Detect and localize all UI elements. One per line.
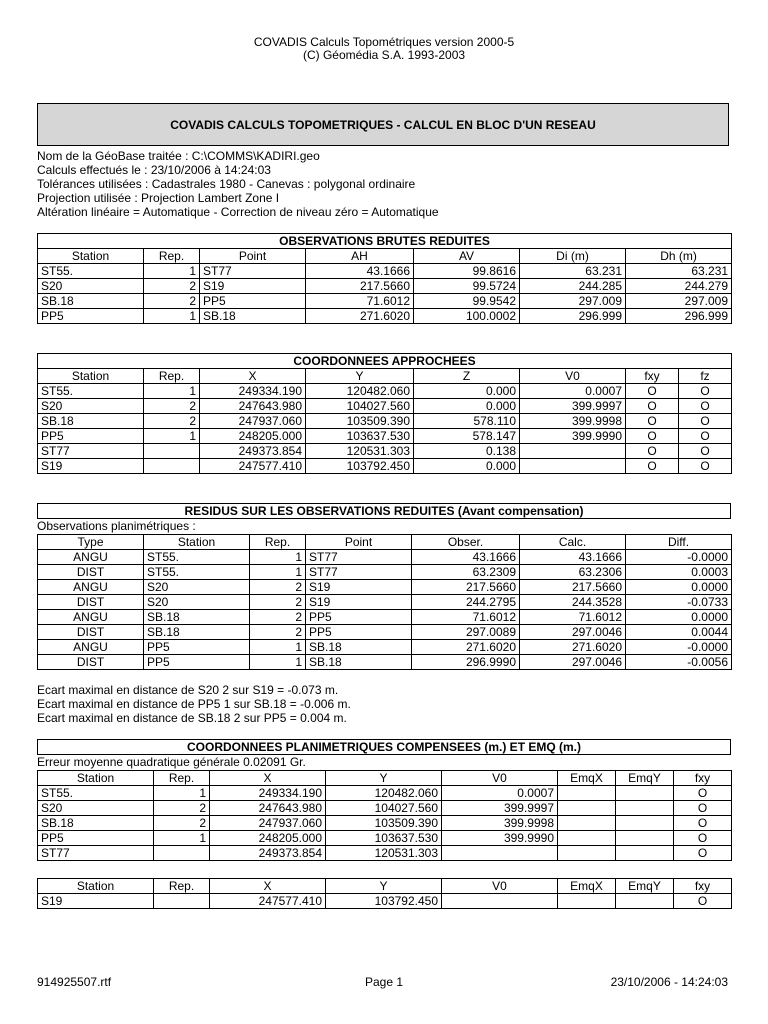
info-line-projection: Projection utilisée : Projection Lambert Zone I	[37, 191, 280, 205]
table-cell: S19	[38, 459, 144, 474]
table-cell: 43.1666	[520, 550, 626, 565]
col-header: AV	[414, 249, 520, 264]
table-cell	[616, 816, 674, 831]
table-cell: 71.6012	[412, 610, 520, 625]
table-cell: 103509.390	[306, 414, 414, 429]
table-row	[38, 550, 732, 565]
table-cell: O	[674, 801, 732, 816]
table-cell: 244.2795	[412, 595, 520, 610]
col-header: Dh (m)	[626, 249, 732, 264]
table-cell: 297.0046	[520, 625, 626, 640]
table-row	[38, 444, 732, 459]
residus-table-header	[38, 535, 732, 550]
table-cell: 1	[154, 786, 210, 801]
table-cell	[154, 846, 210, 861]
table-cell: O	[679, 399, 732, 414]
col-header: Point	[306, 535, 412, 550]
table-cell: 578.147	[414, 429, 520, 444]
col-header: Point	[200, 249, 306, 264]
table-cell	[520, 444, 626, 459]
col-header: Diff.	[626, 535, 732, 550]
table-row	[38, 429, 732, 444]
table-cell: SB.18	[144, 610, 250, 625]
second-table-body	[38, 894, 732, 909]
coords-table-header	[38, 369, 732, 384]
table-cell: 99.8616	[414, 264, 520, 279]
table-cell: 0.0000	[626, 610, 732, 625]
table-row	[38, 399, 732, 414]
table-cell: ST55.	[38, 264, 144, 279]
table-cell: PP5	[200, 294, 306, 309]
table-cell: 99.5724	[414, 279, 520, 294]
table-row	[38, 786, 732, 801]
table-cell: 297.009	[520, 294, 626, 309]
compensees-table-title: COORDONNEES PLANIMETRIQUES COMPENSEES (m.) ET EMQ (m.)	[38, 740, 731, 755]
table-cell: PP5	[144, 655, 250, 670]
table-cell: O	[674, 846, 732, 861]
table-cell: ST77	[38, 846, 154, 861]
table-row	[38, 655, 732, 670]
second-table-header	[38, 879, 732, 894]
residus-title-table	[37, 503, 731, 519]
table-row	[38, 831, 732, 846]
table-cell: DIST	[38, 595, 144, 610]
table-cell: 1	[250, 565, 306, 580]
table-cell: 2	[154, 801, 210, 816]
table-cell	[558, 831, 616, 846]
table-cell: 217.5660	[520, 580, 626, 595]
table-cell: 297.0046	[520, 655, 626, 670]
table-cell: O	[674, 816, 732, 831]
table-cell: 399.9998	[442, 816, 558, 831]
table-cell: 103509.390	[326, 816, 442, 831]
table-cell: 104027.560	[326, 801, 442, 816]
table-cell	[144, 459, 200, 474]
table-cell: ST55.	[144, 565, 250, 580]
table-cell: 0.0044	[626, 625, 732, 640]
col-header: fz	[679, 369, 732, 384]
table-cell: 399.9998	[520, 414, 626, 429]
table-cell: 244.285	[520, 279, 626, 294]
coords-table-title: COORDONNEES APPROCHEES	[38, 354, 732, 369]
table-cell: O	[626, 384, 679, 399]
col-header: X	[200, 369, 306, 384]
col-header: Rep.	[154, 771, 210, 786]
calc-info-block	[37, 149, 439, 219]
table-cell: ANGU	[38, 550, 144, 565]
col-header: Di (m)	[520, 249, 626, 264]
table-cell: 297.0089	[412, 625, 520, 640]
table-cell: 2	[144, 414, 200, 429]
table-cell: DIST	[38, 655, 144, 670]
table-cell: ST77	[38, 444, 144, 459]
table-cell: 71.6012	[306, 294, 414, 309]
doc-header-copyright: (C) Géomédia S.A. 1993-2003	[302, 48, 466, 62]
doc-header-title: COVADIS Calculs Topométriques version 2000-5	[253, 35, 515, 49]
table-cell: 244.3528	[520, 595, 626, 610]
table-row	[38, 846, 732, 861]
table-cell: 0.0007	[442, 786, 558, 801]
col-header: fxy	[674, 771, 732, 786]
table-cell: PP5	[38, 309, 144, 324]
table-cell: 120482.060	[306, 384, 414, 399]
table-cell: 399.9990	[442, 831, 558, 846]
col-header: EmqX	[558, 879, 616, 894]
table-cell: 296.9990	[412, 655, 520, 670]
table-cell: ST77	[306, 565, 412, 580]
table-cell: 0.138	[414, 444, 520, 459]
table-cell: O	[674, 786, 732, 801]
ecart-line: Ecart maximal en distance de S20 2 sur S19 = -0.073 m.	[37, 683, 339, 697]
table-cell: O	[679, 384, 732, 399]
table-cell: ANGU	[38, 610, 144, 625]
table-cell: 244.279	[626, 279, 732, 294]
table-cell: 0.000	[414, 399, 520, 414]
table-cell: 1	[144, 429, 200, 444]
table-cell: 271.6020	[520, 640, 626, 655]
compensees-table-body	[38, 786, 732, 861]
compensees-title-table	[37, 739, 731, 755]
table-cell: 247937.060	[200, 414, 306, 429]
col-header: Station	[38, 249, 144, 264]
table-cell: 0.000	[414, 459, 520, 474]
residus-table-body	[38, 550, 732, 670]
table-row	[38, 309, 732, 324]
table-cell: 1	[144, 309, 200, 324]
table-cell: 217.5660	[412, 580, 520, 595]
table-cell: 248205.000	[200, 429, 306, 444]
table-cell: 120531.303	[326, 846, 442, 861]
table-cell: 0.0000	[626, 580, 732, 595]
table-cell: 249334.190	[200, 384, 306, 399]
residus-table	[37, 534, 732, 670]
col-header: fxy	[626, 369, 679, 384]
table-cell: -0.0000	[626, 550, 732, 565]
table-cell: 2	[250, 595, 306, 610]
table-row	[38, 580, 732, 595]
table-cell: ST77	[306, 550, 412, 565]
table-cell: 297.009	[626, 294, 732, 309]
table-cell: PP5	[306, 610, 412, 625]
col-header: Y	[306, 369, 414, 384]
table-cell: S19	[200, 279, 306, 294]
table-cell	[442, 894, 558, 909]
table-cell: 399.9997	[520, 399, 626, 414]
table-cell: 247937.060	[210, 816, 326, 831]
table-cell: 2	[144, 294, 200, 309]
table-cell: 103637.530	[326, 831, 442, 846]
table-cell: 271.6020	[306, 309, 414, 324]
table-cell: 2	[250, 610, 306, 625]
table-cell	[616, 831, 674, 846]
table-cell: O	[679, 429, 732, 444]
info-line-alteration: Altération linéaire = Automatique - Correction de niveau zéro = Automatique	[37, 205, 439, 219]
table-cell: 2	[144, 399, 200, 414]
table-cell: ST55.	[38, 384, 144, 399]
coords-table-body	[38, 384, 732, 474]
table-cell: 1	[250, 550, 306, 565]
table-cell: ST77	[200, 264, 306, 279]
compensees-subtitle: Erreur moyenne quadratique générale 0.02091 Gr.	[37, 755, 306, 769]
table-cell: SB.18	[144, 625, 250, 640]
table-cell	[558, 846, 616, 861]
table-cell: 104027.560	[306, 399, 414, 414]
table-cell: S20	[38, 399, 144, 414]
table-cell: 249373.854	[210, 846, 326, 861]
table-cell: 296.999	[626, 309, 732, 324]
info-line-date: Calculs effectués le : 23/10/2006 à 14:24:03	[37, 163, 271, 177]
ecarts-block	[37, 683, 351, 725]
table-cell: 0.0003	[626, 565, 732, 580]
table-cell: O	[674, 894, 732, 909]
col-header: Station	[38, 369, 144, 384]
table-cell: 249373.854	[200, 444, 306, 459]
col-header: Station	[38, 771, 154, 786]
table-cell: PP5	[144, 640, 250, 655]
obs-table-title: OBSERVATIONS BRUTES REDUITES	[38, 234, 732, 249]
table-row	[38, 279, 732, 294]
table-cell: 0.000	[414, 384, 520, 399]
table-cell: 248205.000	[210, 831, 326, 846]
table-cell: 43.1666	[306, 264, 414, 279]
table-cell: S20	[144, 595, 250, 610]
table-row	[38, 610, 732, 625]
table-cell: 247643.980	[200, 399, 306, 414]
col-header: X	[210, 771, 326, 786]
table-cell: 120531.303	[306, 444, 414, 459]
col-header: Station	[38, 879, 154, 894]
table-cell: O	[626, 444, 679, 459]
table-cell: SB.18	[200, 309, 306, 324]
table-cell: 217.5660	[306, 279, 414, 294]
col-header: V0	[442, 771, 558, 786]
table-cell: DIST	[38, 565, 144, 580]
table-cell: 296.999	[520, 309, 626, 324]
footer-page-number: Page 1	[364, 975, 404, 989]
residus-subtitle: Observations planimétriques :	[37, 519, 196, 533]
compensees-table-header	[38, 771, 732, 786]
table-cell	[616, 894, 674, 909]
col-header: Y	[326, 879, 442, 894]
ecart-line: Ecart maximal en distance de SB.18 2 sur PP5 = 0.004 m.	[37, 711, 347, 725]
report-banner: COVADIS CALCULS TOPOMETRIQUES - CALCUL EN BLOC D'UN RESEAU	[37, 103, 729, 146]
obs-table-body	[38, 264, 732, 324]
table-cell: 1	[144, 384, 200, 399]
table-cell: 1	[154, 831, 210, 846]
col-header: Y	[326, 771, 442, 786]
col-header: Rep.	[144, 369, 200, 384]
table-cell	[558, 786, 616, 801]
table-cell: PP5	[38, 831, 154, 846]
table-cell: 249334.190	[210, 786, 326, 801]
table-cell	[558, 894, 616, 909]
table-cell: S20	[38, 801, 154, 816]
table-row	[38, 640, 732, 655]
col-header: Calc.	[520, 535, 626, 550]
table-cell: S19	[38, 894, 154, 909]
obs-table-header	[38, 249, 732, 264]
table-cell: 1	[250, 655, 306, 670]
col-header: AH	[306, 249, 414, 264]
table-row	[38, 565, 732, 580]
table-cell: 63.2306	[520, 565, 626, 580]
table-cell: 399.9997	[442, 801, 558, 816]
table-cell: 103637.530	[306, 429, 414, 444]
table-cell: 100.0002	[414, 309, 520, 324]
table-row	[38, 625, 732, 640]
table-cell: O	[626, 399, 679, 414]
table-row	[38, 801, 732, 816]
col-header: EmqX	[558, 771, 616, 786]
table-row	[38, 264, 732, 279]
table-cell: O	[679, 459, 732, 474]
table-cell: 103792.450	[306, 459, 414, 474]
table-row	[38, 816, 732, 831]
table-cell: O	[674, 831, 732, 846]
table-cell	[154, 894, 210, 909]
table-row	[38, 384, 732, 399]
table-cell: O	[626, 429, 679, 444]
table-cell: O	[679, 414, 732, 429]
table-cell: ST55.	[38, 786, 154, 801]
table-cell: 271.6020	[412, 640, 520, 655]
col-header: Z	[414, 369, 520, 384]
table-cell: SB.18	[306, 640, 412, 655]
table-cell: -0.0056	[626, 655, 732, 670]
table-cell	[144, 444, 200, 459]
table-cell: 120482.060	[326, 786, 442, 801]
table-cell: S20	[38, 279, 144, 294]
table-cell: -0.0733	[626, 595, 732, 610]
table-cell: ANGU	[38, 580, 144, 595]
col-header: V0	[442, 879, 558, 894]
col-header: Rep.	[144, 249, 200, 264]
table-cell: 247577.410	[200, 459, 306, 474]
table-cell: 0.0007	[520, 384, 626, 399]
table-cell: O	[626, 414, 679, 429]
col-header: X	[210, 879, 326, 894]
table-cell	[558, 801, 616, 816]
compensees-table	[37, 770, 732, 861]
table-row	[38, 894, 732, 909]
ecart-line: Ecart maximal en distance de PP5 1 sur SB.18 = -0.006 m.	[37, 697, 351, 711]
table-cell: 1	[250, 640, 306, 655]
info-line-tolerances: Tolérances utilisées : Cadastrales 1980 - Canevas : polygonal ordinaire	[37, 177, 416, 191]
table-cell: S20	[144, 580, 250, 595]
table-cell: ANGU	[38, 640, 144, 655]
coords-table	[37, 353, 732, 474]
table-row	[38, 459, 732, 474]
table-cell: PP5	[38, 429, 144, 444]
table-cell: DIST	[38, 625, 144, 640]
col-header: fxy	[674, 879, 732, 894]
col-header: EmqY	[616, 879, 674, 894]
table-cell: SB.18	[306, 655, 412, 670]
second-table	[37, 878, 732, 909]
col-header: EmqY	[616, 771, 674, 786]
obs-table	[37, 233, 732, 324]
info-line-geobase: Nom de la GéoBase traitée : C:\COMMS\KADIRI.geo	[37, 149, 320, 163]
col-header: Station	[144, 535, 250, 550]
table-cell: SB.18	[38, 294, 144, 309]
table-cell: 2	[250, 580, 306, 595]
table-cell: 63.231	[520, 264, 626, 279]
table-cell	[616, 801, 674, 816]
table-cell: 578.110	[414, 414, 520, 429]
table-cell: -0.0000	[626, 640, 732, 655]
table-cell: 2	[144, 279, 200, 294]
residus-table-title: RESIDUS SUR LES OBSERVATIONS REDUITES (Avant compensation)	[38, 504, 731, 519]
table-cell: S19	[306, 595, 412, 610]
table-cell: PP5	[306, 625, 412, 640]
table-row	[38, 414, 732, 429]
table-cell: 1	[144, 264, 200, 279]
table-cell: 399.9990	[520, 429, 626, 444]
table-cell: 63.2309	[412, 565, 520, 580]
table-cell	[616, 786, 674, 801]
col-header: Rep.	[250, 535, 306, 550]
table-cell: 99.9542	[414, 294, 520, 309]
table-cell: ST55.	[144, 550, 250, 565]
table-cell: 43.1666	[412, 550, 520, 565]
table-cell	[520, 459, 626, 474]
table-cell: S19	[306, 580, 412, 595]
col-header: V0	[520, 369, 626, 384]
table-cell: 2	[154, 816, 210, 831]
footer-datetime: 23/10/2006 - 14:24:03	[610, 975, 728, 989]
col-header: Obser.	[412, 535, 520, 550]
table-cell	[558, 816, 616, 831]
table-cell: 71.6012	[520, 610, 626, 625]
col-header: Rep.	[154, 879, 210, 894]
table-cell: O	[626, 459, 679, 474]
table-row	[38, 595, 732, 610]
table-cell	[442, 846, 558, 861]
table-cell: 247643.980	[210, 801, 326, 816]
table-cell: 247577.410	[210, 894, 326, 909]
table-cell: SB.18	[38, 414, 144, 429]
table-row	[38, 294, 732, 309]
table-cell: 103792.450	[326, 894, 442, 909]
col-header: Type	[38, 535, 144, 550]
footer-filename: 914925507.rtf	[37, 975, 112, 989]
table-cell	[616, 846, 674, 861]
table-cell: SB.18	[38, 816, 154, 831]
table-cell: 63.231	[626, 264, 732, 279]
table-cell: 2	[250, 625, 306, 640]
table-cell: O	[679, 444, 732, 459]
